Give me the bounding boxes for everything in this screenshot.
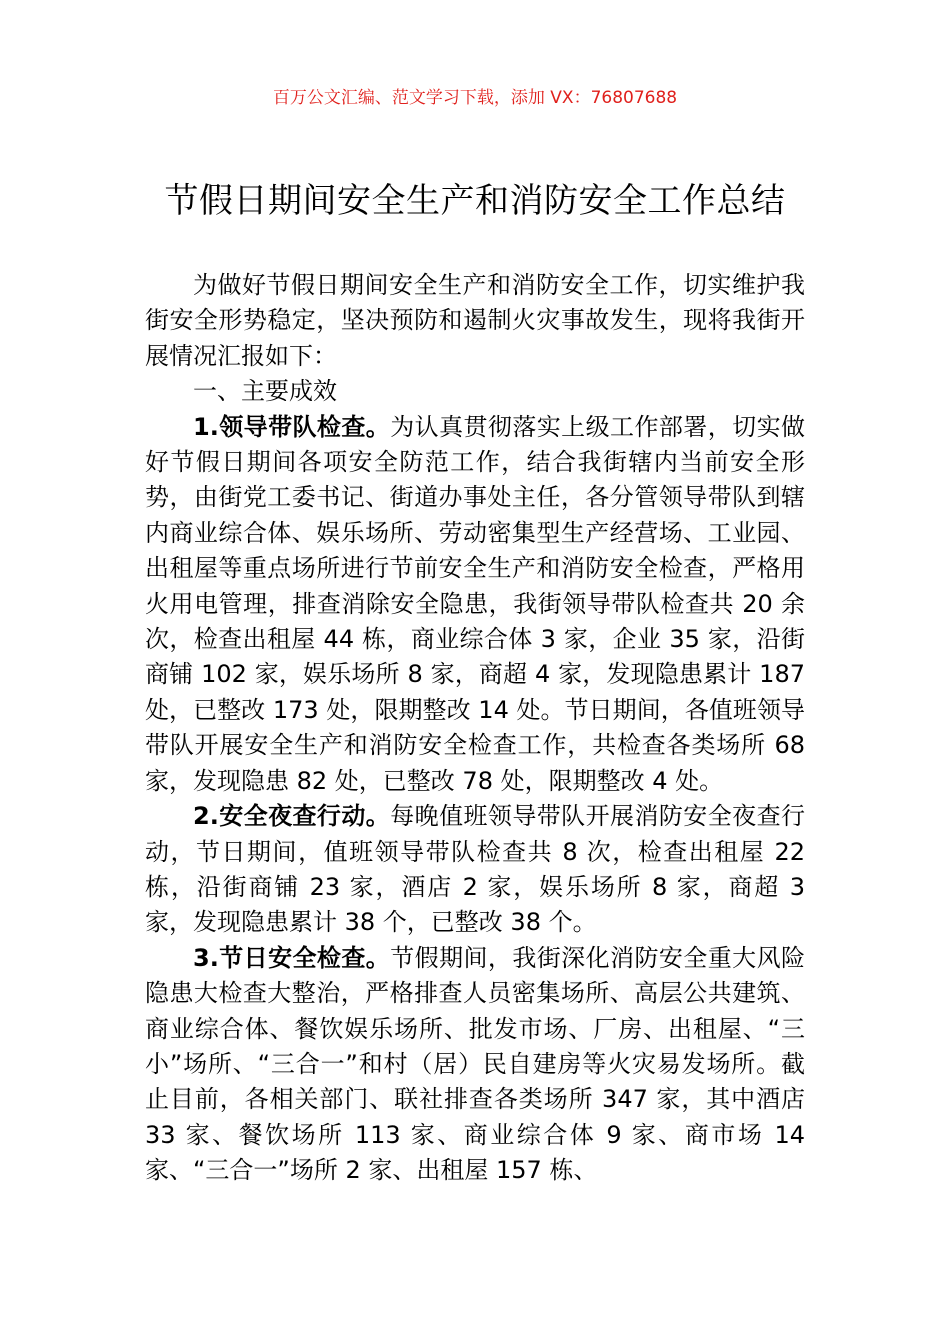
intro-paragraph: 为做好节假日期间安全生产和消防安全工作，切实维护我街安全形势稳定，坚决预防和遏制火灾事故发生，现将我街开展情况汇报如下：: [145, 271, 805, 370]
item-lead: 3.节日安全检查。: [193, 943, 391, 972]
item-lead: 2.安全夜查行动。: [193, 802, 391, 831]
document-body: [145, 268, 805, 1189]
header-note: 百万公文汇编、范文学习下载，添加 VX：76807688: [272, 88, 678, 108]
item-paragraph-2: [145, 799, 805, 941]
item-paragraph-3: [145, 941, 805, 1189]
item-text: 为认真贯彻落实上级工作部署，切实做好节假日期间各项安全防范工作，结合我街辖内当前安全形势，由街党工委书记、街道办事处主任，各分管领导带队到辖内商业综合体、娱乐场所、劳动密集型生产经营场、工业园、出租屋等重点场所进行节前安全生产和消防安全检查，严格用火用电管理，排查消除安全隐患，我街领导带队检查共 20 余次，检查出租屋 44 栋，商业综合体 3 家，企业 35 家，沿街商铺 102 家，娱乐场所 8 家，商超 4 家，发现隐患累计 187 处，已整改 173 处，限期整改 14 处。节日期间，各值班领导带队开展安全生产和消防安全检查工作，共检查各类场所 68 家，发现隐患 82 处，已整改 78 处，限期整改 4 处。: [145, 412, 805, 795]
item-text: 节假期间，我街深化消防安全重大风险隐患大检查大整治，严格排查人员密集场所、高层公共建筑、商业综合体、餐饮娱乐场所、批发市场、厂房、出租屋、“三小”场所、“三合一”和村（居）民自建房等火灾易发场所。截止目前，各相关部门、联社排查各类场所 347 家，其中酒店 33 家、餐饮场所 113 家、商业综合体 9 家、商市场 14 家、“三合一”场所 2 家、出租屋 157 栋、: [145, 943, 805, 1185]
item-paragraph-1: [145, 410, 805, 799]
item-lead: 1.领导带队检查。: [193, 412, 391, 441]
document-title: 节假日期间安全生产和消防安全工作总结: [164, 181, 786, 221]
section-heading: 一、主要成效: [193, 377, 337, 406]
item-text: 每晚值班领导带队开展消防安全夜查行动，节日期间，值班领导带队检查共 8 次，检查出租屋 22 栋，沿街商铺 23 家，酒店 2 家，娱乐场所 8 家，商超 3 家，发现隐患累计 38 个，已整改 38 个。: [145, 802, 805, 937]
